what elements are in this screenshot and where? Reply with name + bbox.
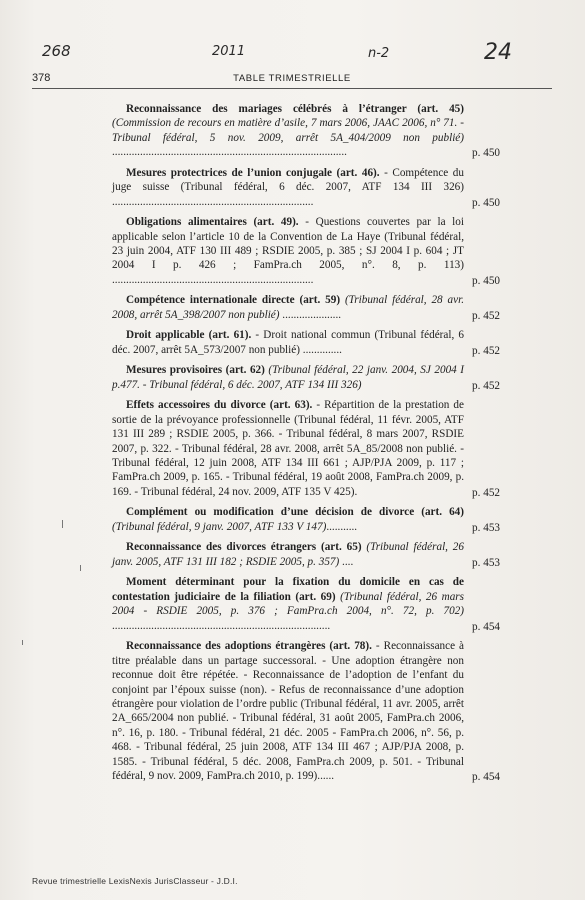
margin-mark [22,640,23,645]
toc-entry: Moment déterminant pour la fixation du domicile en cas de contestation judiciaire de la filiation (art. 69) (Tribunal fédéral, 26 mars 2004 - RSDIE 2005, p. 376 ; FamPra.ch 2004, n°. 72, p. 702) .............................................................................. p. 454 [112,576,500,633]
entry-heading: Reconnaissance des adoptions étrangères (art. 78). [126,640,372,653]
entry-text: (Tribunal fédéral, 26 mars 2004 - RSDIE 2005, p. 376 ; FamPra.ch 2004, n°. 72, p. 702) [112,590,464,618]
entry-text: (Tribunal fédéral, 22 janv. 2004, SJ 2004 I p.477. - Tribunal fédéral, 6 déc. 2007, ATF 134 III 326) [112,364,464,391]
entry-heading: Reconnaissance des divorces étrangers (art. 65) [126,541,362,554]
toc-entry: Reconnaissance des divorces étrangers (art. 65) (Tribunal fédéral, 26 janv. 2005, ATF 131 III 182 ; RSDIE 2005, p. 357) .... p. 453 [112,541,500,569]
toc-entry: Complément ou modification d’une décision de divorce (art. 64) (Tribunal fédéral, 9 janv. 2007, ATF 133 V 147)........... p. 453 [112,506,500,534]
entry-text: - Droit national commun (Tribunal fédéral, 6 déc. 2007, arrêt 5A_573/2007 non publié) [112,329,464,356]
page-number: 378 [32,72,51,84]
entry-heading: Compétence internationale directe (art. 59) [126,294,341,307]
entry-text: - Compétence du juge suisse (Tribunal fédéral, 6 déc. 2007, ATF 134 III 326) [112,166,464,194]
entry-page-ref: p. 454 [472,620,500,633]
entry-heading: Effets accessoires du divorce (art. 63). [126,399,313,412]
running-title: TABLE TRIMESTRIELLE [233,73,351,84]
entry-heading: Complément ou modification d’une décision de divorce (art. 64) [126,506,464,519]
entry-page-ref: p. 450 [472,196,500,209]
entry-text: - Reconnaissance à titre préalable dans un partage successoral. - Une adoption étrangère non reconnue doit être répétée. - Reconnaissance de l’adoption de l’enfant du conjoint par l’époux suisse (non). - Refus de reconnaissance d’une adoption étrangère pour violation de l’ordre public (Tribunal fédéral, 11 avr. 2005, arrêt 2A_665/2004 non publié. - Tribunal fédéral, 31 août 2005, FamPra.ch 2006, n°. 16, p. 180. - Tribunal fédéral, 21 déc. 2005 - FamPra.ch 2006, n°. 56, p. 468. - Tribunal fédéral, 25 juin 2008, ATF 134 III 467 ; AJP/PJA 2008, p. 1585. - Tribunal fédéral, 5 déc. 2008, FamPra.ch 2009, p. 501. - Tribunal fédéral, 9 nov. 2009, FamPra.ch 2010, p. 199) [112,640,465,782]
entry-page-ref: p. 453 [472,556,500,569]
entry-page-ref: p. 453 [472,521,500,534]
entry-text: (Commission de recours en matière d’asile, 7 mars 2006, JAAC 2006, n° 71. - Tribunal fédéral, 5 nov. 2009, arrêt 5A_404/2009 non publié) [112,117,464,144]
margin-mark [80,565,81,571]
toc-entry [112,363,500,392]
entry-text: (Tribunal fédéral, 9 janv. 2007, ATF 133 V 147) [112,520,327,533]
entry-page-ref: p. 452 [472,344,500,357]
entry-heading: Obligations alimentaires (art. 49). [126,216,299,229]
table-of-contents [112,102,500,790]
toc-entry: Mesures protectrices de l’union conjugale (art. 46). - Compétence du juge suisse (Tribunal fédéral, 6 déc. 2007, ATF 134 III 326) ........................................................................ p. 450 [112,166,500,209]
entry-heading: Mesures protectrices de l’union conjugale (art. 46). [126,166,380,179]
entry-heading: Droit applicable (art. 61). [126,329,252,342]
entry-page-ref: p. 452 [472,379,500,392]
handwritten-note-year: 2011 [212,44,246,59]
entry-page-ref: p. 454 [472,770,500,783]
handwritten-note-issue: n-2 [368,46,390,61]
toc-entry: Obligations alimentaires (art. 49). - Questions couvertes par la loi applicable selon l’article 10 de la Convention de La Haye (Tribunal fédéral, 23 juin 2004, ATF 130 III 489 ; RSDIE 2005, p. 385 ; SJ 2004 I p. 604 ; JT 2004 I p. 426 ; FamPra.ch 2005, n°. 8, p. 113) ........................................................................ p. 450 [112,216,500,287]
toc-entry: Compétence internationale directe (art. 59) (Tribunal fédéral, 28 avr. 2008, arrêt 5A_398/2007 non publié) ..................... p. 452 [112,294,500,322]
page-footer: Revue trimestrielle LexisNexis JurisClasseur - J.D.I. [32,876,238,886]
handwritten-note-number: 24 [484,40,512,65]
entry-heading: Mesures provisoires (art. 62) [126,364,265,377]
entry-text: (Tribunal fédéral, 28 avr. 2008, arrêt 5A_398/2007 non publié) [112,294,464,321]
margin-mark [62,520,63,528]
entry-page-ref: p. 450 [472,274,500,287]
entry-text: (Tribunal fédéral, 26 janv. 2005, ATF 131 III 182 ; RSDIE 2005, p. 357) [112,541,464,568]
toc-entry: Droit applicable (art. 61). - Droit national commun (Tribunal fédéral, 6 déc. 2007, arrêt 5A_573/2007 non publié) .............. p. 452 [112,329,500,357]
entry-text: - Répartition de la prestation de sortie de la prévoyance professionnelle (Tribunal fédéral, 11 févr. 2005, ATF 131 III 289 ; RSDIE 2005, p. 366. - Tribunal fédéral, 8 mars 2007, RSDIE 2007, p. 322. - Tribunal fédéral, 28 avr. 2008, arrêt 5A_85/2008 non publié. - Tribunal fédéral, 12 juin 2008, ATF 134 III 661 ; AJP/PJA 2009, p. 117 ; FamPra.ch 2009, p. 165. - Tribunal fédéral, 19 août 2008, FamPra.ch 2009, p. 169. - Tribunal fédéral, 24 nov. 2009, ATF 135 V 425) [112,399,464,498]
handwritten-note-page: 268 [42,42,71,60]
toc-entry: Reconnaissance des adoptions étrangères (art. 78). - Reconnaissance à titre préalable dans un partage successoral. - Une adoption étrangère non reconnue doit être répétée. - Reconnaissance de l’adoption de l’enfant du conjoint par l’époux suisse (non). - Refus de reconnaissance d’une adoption étrangère pour violation de l’ordre public (Tribunal fédéral, 11 avr. 2005, arrêt 2A_665/2004 non publié. - Tribunal fédéral, 31 août 2005, FamPra.ch 2006, n°. 16, p. 180. - Tribunal fédéral, 21 déc. 2005 - FamPra.ch 2006, n°. 56, p. 468. - Tribunal fédéral, 25 juin 2008, ATF 134 III 467 ; AJP/PJA 2008, p. 1585. - Tribunal fédéral, 5 déc. 2008, FamPra.ch 2009, p. 501. - Tribunal fédéral, 9 nov. 2009, FamPra.ch 2010, p. 199)...... p. 454 [112,640,500,783]
entry-page-ref: p. 450 [472,147,500,160]
entry-heading: Moment déterminant pour la fixation du domicile en cas de contestation judiciaire de la filiation (art. 69) [112,576,464,603]
toc-entry: Effets accessoires du divorce (art. 63). - Répartition de la prestation de sortie de la prévoyance professionnelle (Tribunal fédéral, 11 févr. 2005, ATF 131 III 289 ; RSDIE 2005, p. 366. - Tribunal fédéral, 8 mars 2007, RSDIE 2007, p. 322. - Tribunal fédéral, 28 avr. 2008, arrêt 5A_85/2008 non publié. - Tribunal fédéral, 12 juin 2008, ATF 134 III 661 ; AJP/PJA 2009, p. 117 ; FamPra.ch 2009, p. 165. - Tribunal fédéral, 19 août 2008, FamPra.ch 2009, p. 169. - Tribunal fédéral, 24 nov. 2009, ATF 135 V 425). p. 452 [112,399,500,499]
entry-page-ref: p. 452 [472,309,500,322]
entry-text: - Questions couvertes par la loi applicable selon l’article 10 de la Convention de La Haye (Tribunal fédéral, 23 juin 2004, ATF 130 III 489 ; RSDIE 2005, p. 385 ; SJ 2004 I p. 604 ; JT 2004 I p. 426 ; FamPra.ch 2005, n°. 8, p. 113) [112,216,464,272]
toc-entry: Reconnaissance des mariages célébrés à l’étranger (art. 45) (Commission de recours en matière d’asile, 7 mars 2006, JAAC 2006, n° 71. - Tribunal fédéral, 5 nov. 2009, arrêt 5A_404/2009 non publié) .................................................................................... p. 450 [112,103,500,160]
entry-heading: Reconnaissance des mariages célébrés à l’étranger (art. 45) [126,103,464,115]
running-header [32,70,552,89]
entry-page-ref: p. 452 [472,486,500,499]
